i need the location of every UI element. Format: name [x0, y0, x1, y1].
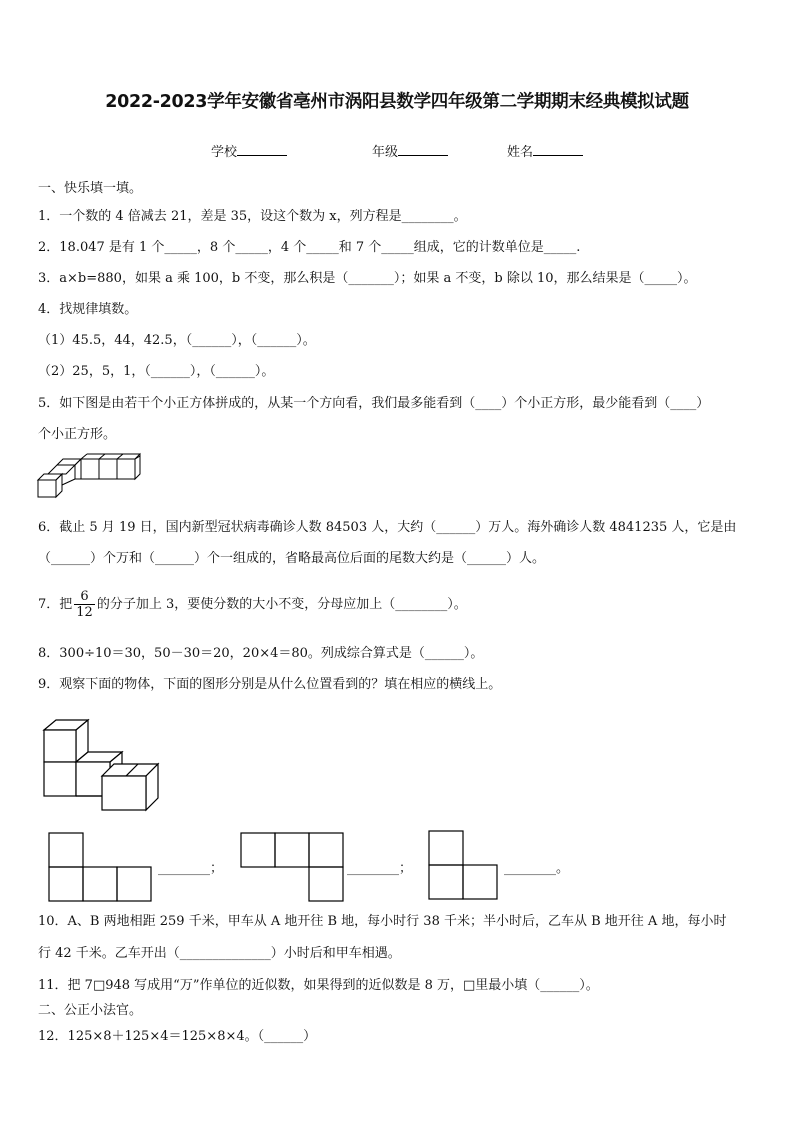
view-answer-blank-2[interactable]: ________；	[347, 861, 413, 876]
question-7-prefix: 7．把	[38, 597, 73, 612]
question-6-line-2: （______）个万和（______）个一组成的，省略最高位后面的尾数大约是（______）人。	[38, 551, 546, 566]
question-9: 9．观察下面的物体，下面的图形分别是从什么位置看到的？填在相应的横线上。	[38, 677, 502, 692]
view-answer-blank-3[interactable]: ________。	[504, 861, 570, 876]
view-shape-3	[428, 830, 500, 900]
question-7-suffix: 的分子加上 3，要使分数的大小不变，分母应加上（________）。	[96, 597, 467, 612]
name-field[interactable]	[507, 141, 583, 160]
question-2: 2．18.047 是有 1 个_____，8 个_____，4 个_____和 7 个_____组成，它的计数单位是_____.	[38, 240, 581, 255]
question-11: 11．把 7□948 写成用“万”作单位的近似数，如果得到的近似数是 8 万，□里最小填（______）。	[38, 978, 599, 993]
view-answer-blank-1[interactable]: ________；	[158, 861, 224, 876]
school-field[interactable]	[211, 141, 287, 160]
question-5-line-2: 个小正方形。	[38, 427, 117, 442]
question-8: 8．300÷10＝30，50－30＝20，20×4＝80。列成综合算式是（______）。	[38, 646, 484, 661]
section-2-heading: 二、公正小法官。	[38, 1003, 143, 1018]
question-4-part-1: （1）45.5，44，42.5，（______），（______）。	[38, 333, 316, 348]
grade-label: 年级	[372, 145, 399, 160]
name-blank[interactable]	[533, 142, 583, 156]
view-shape-1	[48, 832, 152, 902]
cube-stack-figure	[42, 718, 162, 813]
view-shape-2	[240, 832, 344, 902]
question-1: 1．一个数的 4 倍减去 21，差是 35，设这个数为 x，列方程是________。	[38, 209, 467, 224]
school-label: 学校	[211, 145, 238, 160]
question-5-line-1: 5．如下图是由若干个小正方体拼成的，从某一个方向看，我们最多能看到（____）个小正方形，最少能看到（____）	[38, 396, 710, 411]
page-title: 2022-2023学年安徽省亳州市涡阳县数学四年级第二学期期末经典模拟试题	[105, 92, 689, 112]
cube-row-figure	[36, 455, 146, 500]
grade-blank[interactable]	[398, 142, 448, 156]
fraction-numerator: 6	[74, 589, 95, 605]
question-4: 4．找规律填数。	[38, 302, 138, 317]
fraction-denominator: 12	[76, 605, 93, 620]
question-7	[38, 588, 467, 622]
question-3: 3．a×b=880，如果 a 乘 100，b 不变，那么积是（_______）；如果 a 不变，b 除以 10，那么结果是（_____）。	[38, 271, 697, 286]
question-6-line-1: 6．截止 5 月 19 日，国内新型冠状病毒确诊人数 84503 人，大约（______）万人。海外确诊人数 4841235 人，它是由	[38, 520, 737, 535]
question-4-part-2: （2）25，5，1，（______），（______）。	[38, 364, 275, 379]
school-blank[interactable]	[237, 142, 287, 156]
question-10-line-1: 10．A、B 两地相距 259 千米，甲车从 A 地开往 B 地，每小时行 38 千米；半小时后，乙车从 B 地开往 A 地，每小时	[38, 914, 727, 929]
question-10-line-2: 行 42 千米。乙车开出（______________）小时后和甲车相遇。	[38, 946, 401, 961]
question-12: 12．125×8＋125×4＝125×8×4。（______）	[38, 1029, 317, 1044]
fraction	[74, 589, 95, 620]
name-label: 姓名	[507, 145, 534, 160]
section-1-heading: 一、快乐填一填。	[38, 181, 143, 196]
grade-field[interactable]	[372, 141, 448, 160]
